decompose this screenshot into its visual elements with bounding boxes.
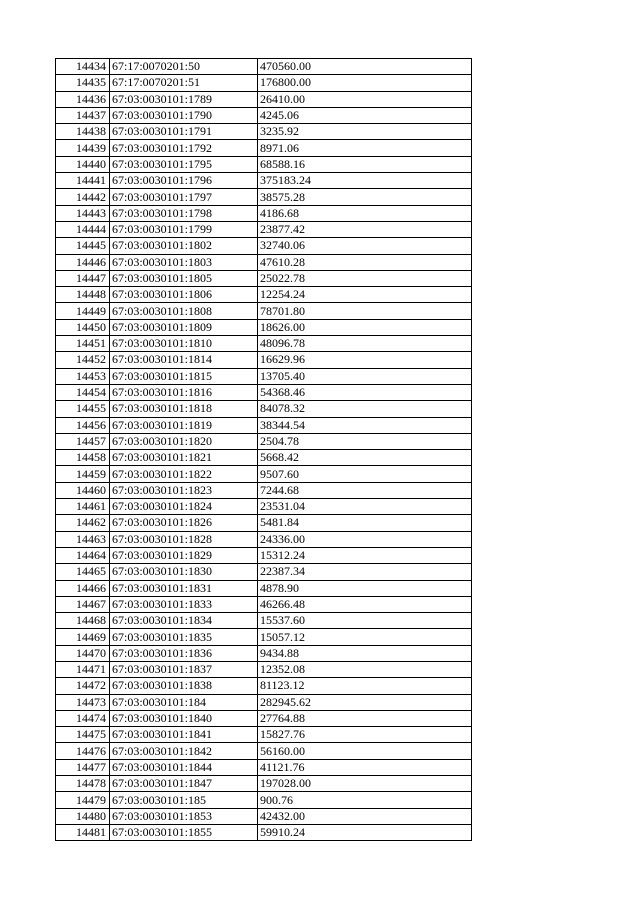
- table-row: [56, 417, 472, 433]
- amount-cell: 900.76: [258, 792, 472, 808]
- amount-cell: 27764.88: [258, 710, 472, 726]
- table-row: [56, 433, 472, 449]
- row-number-cell: 14457: [56, 433, 110, 449]
- table-row: [56, 564, 472, 580]
- amount-cell: 16629.96: [258, 352, 472, 368]
- table-row: [56, 515, 472, 531]
- row-number-cell: 14455: [56, 401, 110, 417]
- table-row: [56, 205, 472, 221]
- cadastral-number-cell: 67:03:0030101:1842: [110, 743, 258, 759]
- cadastral-number-cell: 67:03:0030101:1808: [110, 303, 258, 319]
- amount-cell: 9507.60: [258, 466, 472, 482]
- table-row: [56, 808, 472, 824]
- amount-cell: 84078.32: [258, 401, 472, 417]
- amount-cell: 7244.68: [258, 482, 472, 498]
- amount-cell: 23531.04: [258, 499, 472, 515]
- row-number-cell: 14472: [56, 678, 110, 694]
- cadastral-number-cell: 67:03:0030101:1796: [110, 173, 258, 189]
- row-number-cell: 14473: [56, 694, 110, 710]
- amount-cell: 32740.06: [258, 238, 472, 254]
- row-number-cell: 14451: [56, 336, 110, 352]
- table-row: [56, 59, 472, 75]
- amount-cell: 176800.00: [258, 75, 472, 91]
- amount-cell: 12254.24: [258, 287, 472, 303]
- row-number-cell: 14465: [56, 564, 110, 580]
- table-row: [56, 140, 472, 156]
- amount-cell: 15827.76: [258, 727, 472, 743]
- amount-cell: 23877.42: [258, 221, 472, 237]
- table-row: [56, 238, 472, 254]
- cadastral-number-cell: 67:03:0030101:1799: [110, 221, 258, 237]
- cadastral-number-cell: 67:03:0030101:1821: [110, 450, 258, 466]
- row-number-cell: 14460: [56, 482, 110, 498]
- cadastral-number-cell: 67:03:0030101:1834: [110, 613, 258, 629]
- row-number-cell: 14448: [56, 287, 110, 303]
- table-row: [56, 645, 472, 661]
- table-row: [56, 743, 472, 759]
- cadastral-number-cell: 67:03:0030101:1810: [110, 336, 258, 352]
- amount-cell: 470560.00: [258, 59, 472, 75]
- row-number-cell: 14442: [56, 189, 110, 205]
- row-number-cell: 14479: [56, 792, 110, 808]
- row-number-cell: 14471: [56, 661, 110, 677]
- row-number-cell: 14449: [56, 303, 110, 319]
- amount-cell: 26410.00: [258, 91, 472, 107]
- amount-cell: 59910.24: [258, 824, 472, 840]
- cadastral-number-cell: 67:03:0030101:184: [110, 694, 258, 710]
- table-row: [56, 173, 472, 189]
- row-number-cell: 14474: [56, 710, 110, 726]
- table-row: [56, 547, 472, 563]
- row-number-cell: 14459: [56, 466, 110, 482]
- amount-cell: 41121.76: [258, 759, 472, 775]
- amount-cell: 15537.60: [258, 613, 472, 629]
- amount-cell: 25022.78: [258, 270, 472, 286]
- cadastral-number-cell: 67:03:0030101:1792: [110, 140, 258, 156]
- table-row: [56, 759, 472, 775]
- amount-cell: 8971.06: [258, 140, 472, 156]
- row-number-cell: 14467: [56, 596, 110, 612]
- cadastral-number-cell: 67:03:0030101:1798: [110, 205, 258, 221]
- cadastral-number-cell: 67:03:0030101:1822: [110, 466, 258, 482]
- cadastral-number-cell: 67:03:0030101:1844: [110, 759, 258, 775]
- amount-cell: 56160.00: [258, 743, 472, 759]
- row-number-cell: 14453: [56, 368, 110, 384]
- amount-cell: 78701.80: [258, 303, 472, 319]
- row-number-cell: 14463: [56, 531, 110, 547]
- row-number-cell: 14468: [56, 613, 110, 629]
- cadastral-number-cell: 67:03:0030101:1829: [110, 547, 258, 563]
- amount-cell: 15312.24: [258, 547, 472, 563]
- amount-cell: 48096.78: [258, 336, 472, 352]
- table-row: [56, 776, 472, 792]
- amount-cell: 5668.42: [258, 450, 472, 466]
- table-row: [56, 156, 472, 172]
- table-row: [56, 287, 472, 303]
- row-number-cell: 14462: [56, 515, 110, 531]
- amount-cell: 4186.68: [258, 205, 472, 221]
- cadastral-number-cell: 67:17:0070201:50: [110, 59, 258, 75]
- cadastral-number-cell: 67:03:0030101:1833: [110, 596, 258, 612]
- amount-cell: 38575.28: [258, 189, 472, 205]
- amount-cell: 4878.90: [258, 580, 472, 596]
- row-number-cell: 14475: [56, 727, 110, 743]
- row-number-cell: 14466: [56, 580, 110, 596]
- table-row: [56, 254, 472, 270]
- table-row: [56, 678, 472, 694]
- amount-cell: 81123.12: [258, 678, 472, 694]
- table-row: [56, 824, 472, 840]
- table-row: [56, 531, 472, 547]
- cadastral-number-cell: 67:03:0030101:1835: [110, 629, 258, 645]
- row-number-cell: 14439: [56, 140, 110, 156]
- amount-cell: 38344.54: [258, 417, 472, 433]
- table-row: [56, 75, 472, 91]
- amount-cell: 24336.00: [258, 531, 472, 547]
- row-number-cell: 14437: [56, 107, 110, 123]
- amount-cell: 68588.16: [258, 156, 472, 172]
- cadastral-number-cell: 67:03:0030101:1820: [110, 433, 258, 449]
- table-row: [56, 694, 472, 710]
- amount-cell: 9434.88: [258, 645, 472, 661]
- cadastral-number-cell: 67:03:0030101:1789: [110, 91, 258, 107]
- cadastral-number-cell: 67:03:0030101:1797: [110, 189, 258, 205]
- amount-cell: 54368.46: [258, 384, 472, 400]
- amount-cell: 46266.48: [258, 596, 472, 612]
- row-number-cell: 14436: [56, 91, 110, 107]
- cadastral-number-cell: 67:03:0030101:1836: [110, 645, 258, 661]
- cadastral-number-cell: 67:03:0030101:1824: [110, 499, 258, 515]
- cadastral-number-cell: 67:03:0030101:185: [110, 792, 258, 808]
- row-number-cell: 14445: [56, 238, 110, 254]
- amount-cell: 2504.78: [258, 433, 472, 449]
- table-row: [56, 613, 472, 629]
- row-number-cell: 14435: [56, 75, 110, 91]
- cadastral-number-cell: 67:03:0030101:1805: [110, 270, 258, 286]
- table-row: [56, 629, 472, 645]
- amount-cell: 22387.34: [258, 564, 472, 580]
- row-number-cell: 14440: [56, 156, 110, 172]
- row-number-cell: 14450: [56, 319, 110, 335]
- cadastral-number-cell: 67:03:0030101:1819: [110, 417, 258, 433]
- table-row: [56, 792, 472, 808]
- row-number-cell: 14477: [56, 759, 110, 775]
- row-number-cell: 14469: [56, 629, 110, 645]
- amount-cell: 3235.92: [258, 124, 472, 140]
- cadastral-number-cell: 67:03:0030101:1830: [110, 564, 258, 580]
- row-number-cell: 14452: [56, 352, 110, 368]
- row-number-cell: 14458: [56, 450, 110, 466]
- row-number-cell: 14443: [56, 205, 110, 221]
- row-number-cell: 14464: [56, 547, 110, 563]
- data-table: [55, 58, 472, 841]
- amount-cell: 375183.24: [258, 173, 472, 189]
- row-number-cell: 14461: [56, 499, 110, 515]
- amount-cell: 282945.62: [258, 694, 472, 710]
- amount-cell: 42432.00: [258, 808, 472, 824]
- cadastral-number-cell: 67:03:0030101:1837: [110, 661, 258, 677]
- table-row: [56, 221, 472, 237]
- row-number-cell: 14481: [56, 824, 110, 840]
- cadastral-number-cell: 67:03:0030101:1855: [110, 824, 258, 840]
- cadastral-number-cell: 67:03:0030101:1816: [110, 384, 258, 400]
- row-number-cell: 14447: [56, 270, 110, 286]
- row-number-cell: 14446: [56, 254, 110, 270]
- cadastral-number-cell: 67:03:0030101:1814: [110, 352, 258, 368]
- cadastral-number-cell: 67:03:0030101:1847: [110, 776, 258, 792]
- amount-cell: 15057.12: [258, 629, 472, 645]
- amount-cell: 47610.28: [258, 254, 472, 270]
- cadastral-number-cell: 67:03:0030101:1831: [110, 580, 258, 596]
- table-row: [56, 580, 472, 596]
- cadastral-number-cell: 67:03:0030101:1826: [110, 515, 258, 531]
- table-row: [56, 107, 472, 123]
- table-row: [56, 368, 472, 384]
- cadastral-number-cell: 67:03:0030101:1815: [110, 368, 258, 384]
- table-row: [56, 450, 472, 466]
- row-number-cell: 14478: [56, 776, 110, 792]
- table-row: [56, 499, 472, 515]
- row-number-cell: 14441: [56, 173, 110, 189]
- table-row: [56, 482, 472, 498]
- amount-cell: 4245.06: [258, 107, 472, 123]
- cadastral-number-cell: 67:03:0030101:1853: [110, 808, 258, 824]
- amount-cell: 18626.00: [258, 319, 472, 335]
- cadastral-number-cell: 67:03:0030101:1806: [110, 287, 258, 303]
- table-row: [56, 596, 472, 612]
- table-row: [56, 336, 472, 352]
- row-number-cell: 14438: [56, 124, 110, 140]
- cadastral-number-cell: 67:03:0030101:1809: [110, 319, 258, 335]
- table-row: [56, 466, 472, 482]
- cadastral-number-cell: 67:03:0030101:1828: [110, 531, 258, 547]
- table-row: [56, 352, 472, 368]
- row-number-cell: 14470: [56, 645, 110, 661]
- table-row: [56, 303, 472, 319]
- cadastral-number-cell: 67:03:0030101:1841: [110, 727, 258, 743]
- cadastral-number-cell: 67:03:0030101:1803: [110, 254, 258, 270]
- table-row: [56, 661, 472, 677]
- table-row: [56, 401, 472, 417]
- cadastral-number-cell: 67:03:0030101:1802: [110, 238, 258, 254]
- row-number-cell: 14476: [56, 743, 110, 759]
- amount-cell: 5481.84: [258, 515, 472, 531]
- table-body: [56, 59, 472, 841]
- table-row: [56, 710, 472, 726]
- cadastral-number-cell: 67:03:0030101:1818: [110, 401, 258, 417]
- table-row: [56, 384, 472, 400]
- row-number-cell: 14456: [56, 417, 110, 433]
- amount-cell: 197028.00: [258, 776, 472, 792]
- row-number-cell: 14444: [56, 221, 110, 237]
- amount-cell: 13705.40: [258, 368, 472, 384]
- table-row: [56, 727, 472, 743]
- table-row: [56, 189, 472, 205]
- table-row: [56, 124, 472, 140]
- row-number-cell: 14454: [56, 384, 110, 400]
- amount-cell: 12352.08: [258, 661, 472, 677]
- cadastral-number-cell: 67:03:0030101:1823: [110, 482, 258, 498]
- cadastral-number-cell: 67:03:0030101:1838: [110, 678, 258, 694]
- cadastral-number-cell: 67:03:0030101:1790: [110, 107, 258, 123]
- row-number-cell: 14480: [56, 808, 110, 824]
- cadastral-number-cell: 67:03:0030101:1795: [110, 156, 258, 172]
- cadastral-number-cell: 67:17:0070201:51: [110, 75, 258, 91]
- cadastral-number-cell: 67:03:0030101:1840: [110, 710, 258, 726]
- table-row: [56, 91, 472, 107]
- table-row: [56, 319, 472, 335]
- table-row: [56, 270, 472, 286]
- row-number-cell: 14434: [56, 59, 110, 75]
- cadastral-number-cell: 67:03:0030101:1791: [110, 124, 258, 140]
